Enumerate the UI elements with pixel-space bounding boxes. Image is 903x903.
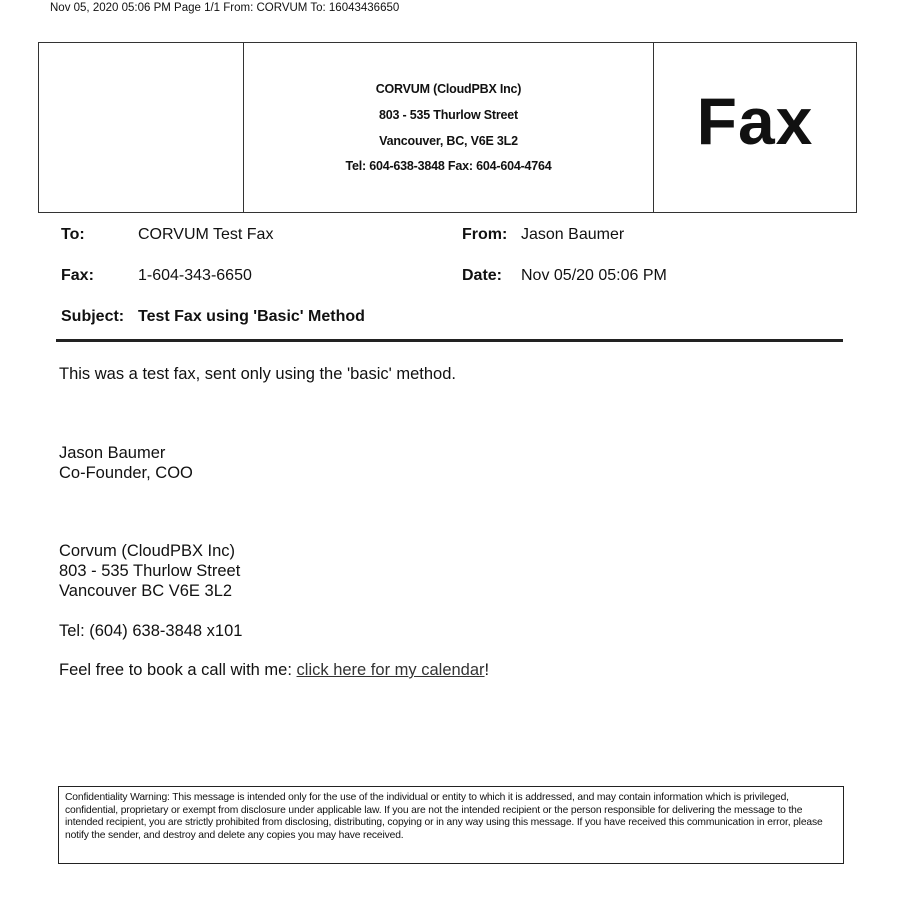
confidentiality-warning: Confidentiality Warning: This message is intended only for the use of the individual or entity to which it is addressed, and may contain information which is privileged, confidential, proprietary or exempt from disclosure under applicable law. If you are not the intended recipient or the person responsible for delivering the message to the intended recipient, you are strictly prohibited from disclosing, distributing, copying or in any way using this message. If you have received this communication in error, please notify the sender, and destroy and delete any copies you may have received.	[58, 786, 844, 864]
fax-value: 1-604-343-6650	[138, 267, 252, 284]
fax-transmission-header: Nov 05, 2020 05:06 PM Page 1/1 From: CORVUM To: 16043436650	[50, 2, 400, 14]
signature-company: Corvum (CloudPBX Inc)	[59, 542, 236, 560]
signature-name: Jason Baumer	[59, 444, 166, 462]
subject-label: Subject:	[61, 308, 125, 325]
company-name: CORVUM (CloudPBX Inc)	[375, 82, 522, 96]
calendar-cta-prefix: Feel free to book a call with me:	[59, 661, 297, 679]
signature-city: Vancouver BC V6E 3L2	[59, 582, 233, 600]
company-city: Vancouver, BC, V6E 3L2	[379, 134, 518, 148]
letterhead-box	[38, 42, 857, 213]
calendar-link[interactable]: click here for my calendar	[296, 661, 485, 679]
calendar-cta-suffix: !	[484, 661, 490, 679]
signature-title: Co-Founder, COO	[59, 464, 193, 482]
message-text: This was a test fax, sent only using the 'basic' method.	[59, 365, 456, 383]
from-value: Jason Baumer	[521, 226, 625, 243]
fax-title: Fax	[696, 84, 814, 158]
title-cell	[654, 43, 856, 212]
to-value: CORVUM Test Fax	[138, 226, 274, 243]
logo-cell	[39, 43, 244, 212]
date-label: Date:	[462, 267, 503, 284]
from-label: From:	[462, 226, 508, 243]
date-value: Nov 05/20 05:06 PM	[521, 267, 667, 284]
company-contact: Tel: 604-638-3848 Fax: 604-604-4764	[345, 159, 552, 173]
fax-label: Fax:	[61, 267, 94, 284]
divider-rule	[56, 339, 843, 342]
signature-tel: Tel: (604) 638-3848 x101	[59, 622, 243, 640]
signature-address: 803 - 535 Thurlow Street	[59, 562, 241, 580]
company-address: 803 - 535 Thurlow Street	[379, 108, 518, 122]
calendar-cta	[59, 660, 489, 680]
company-info-cell	[244, 43, 654, 212]
to-label: To:	[61, 226, 85, 243]
subject-value: Test Fax using 'Basic' Method	[138, 308, 365, 325]
